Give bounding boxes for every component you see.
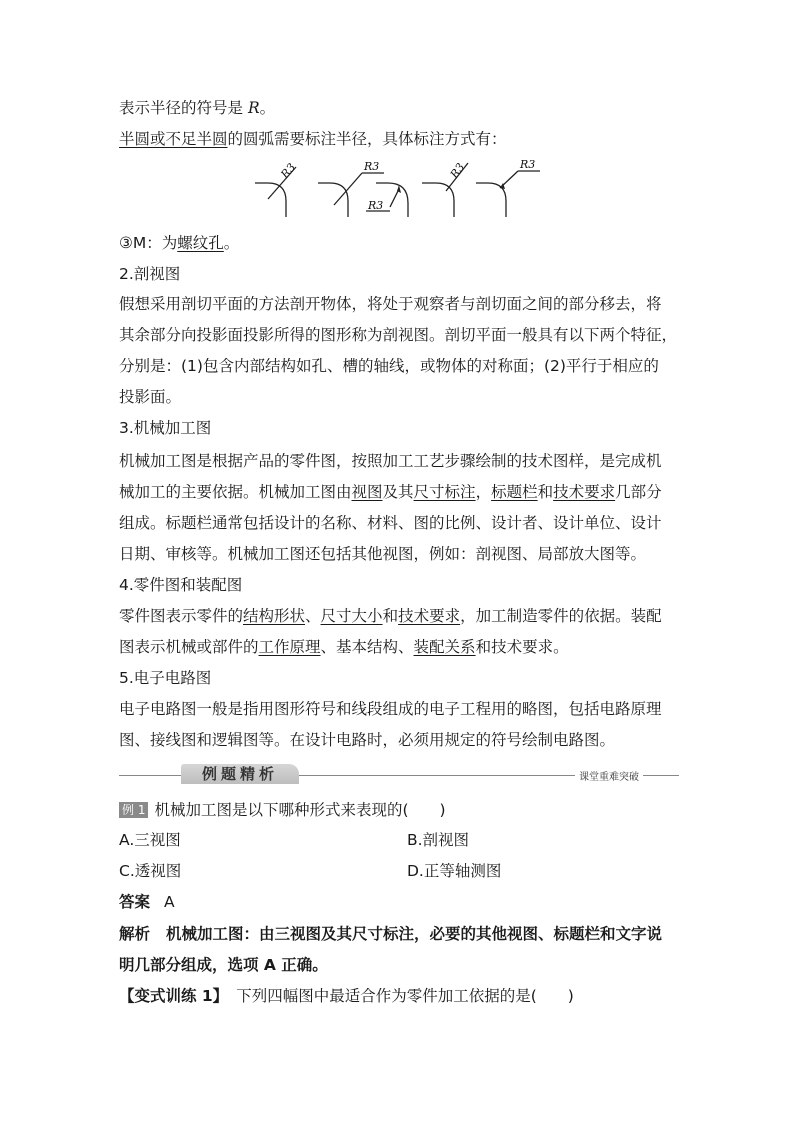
text-line: 电子电路图一般是指用图形符号和线段组成的电子工程用的略图，包括电路原理 [119, 700, 662, 718]
text-line: 假想采用剖切平面的方法剖开物体，将处于观察者与剖切面之间的部分移去，将 [119, 295, 662, 313]
leader-line [390, 191, 398, 207]
text-line: 表示半径的符号是 R。 [119, 99, 276, 117]
variant-question: 【变式训练 1】 下列四幅图中最适合作为零件加工依据的是( ) [119, 987, 574, 1005]
text-line: 分别是：(1)包含内部结构如孔、槽的轴线，或物体的对称面；(2)平行于相应的 [119, 357, 659, 375]
example-question: 例 1 机械加工图是以下哪种形式来表现的( ) [119, 800, 679, 820]
text-line: ③M：为螺纹孔。 [119, 234, 240, 252]
banner-subtitle: 课堂重难突破 [575, 768, 643, 783]
text-line: 其余部分向投影面投影所得的图形称为剖视图。剖切平面一般具有以下两个特征， [119, 326, 678, 344]
section-banner [119, 764, 679, 786]
text-line: 半圆或不足半圆的圆弧需要标注半径，具体标注方式有： [119, 130, 507, 148]
analysis-line: 明几部分组成，选项 A 正确。 [119, 956, 328, 974]
radius-label: R3 [447, 160, 468, 181]
answer-line: 答案 A [119, 893, 175, 911]
text-line: 图、接线图和逻辑图等。在设计电路时，必须用规定的符号绘制电路图。 [119, 731, 616, 749]
section-heading: 2.剖视图 [119, 265, 181, 283]
option-c: C.透视图 [119, 862, 182, 880]
option-d: D.正等轴测图 [407, 862, 502, 880]
option-b: B.剖视图 [407, 831, 470, 849]
radius-label: R3 [520, 158, 536, 171]
radius-label: R3 [364, 160, 380, 173]
text-line: 械加工的主要依据。机械加工图由视图及其尺寸标注，标题栏和技术要求几部分 [119, 483, 662, 501]
section-heading: 4.零件图和装配图 [119, 576, 243, 594]
option-row [119, 830, 679, 850]
radius-label: R3 [368, 199, 384, 212]
text-line: 机械加工图是根据产品的零件图，按照加工工艺步骤绘制的技术图样，是完成机 [119, 452, 662, 470]
radius-label: R3 [278, 160, 299, 181]
text-line: 投影面。 [119, 388, 182, 406]
banner-title: 例题精析 [181, 764, 299, 784]
text-line: 图表示机械或部件的工作原理、基本结构、装配关系和技术要求。 [119, 638, 569, 656]
text-line: 日期、审核等。机械加工图还包括其他视图，例如：剖视图、局部放大图等。 [119, 545, 647, 563]
analysis-line: 解析 机械加工图：由三视图及其尺寸标注，必要的其他视图、标题栏和文字说 [119, 925, 663, 943]
section-heading: 3.机械加工图 [119, 419, 212, 437]
arc-shape [318, 183, 348, 217]
option-row [119, 861, 679, 881]
text-line: 组成。标题栏通常包括设计的名称、材料、图的比例、设计者、设计单位、设计 [119, 514, 662, 532]
arc-shape [422, 183, 454, 217]
option-a: A.三视图 [119, 831, 181, 849]
example-tag: 例 1 [119, 802, 148, 818]
text-line: 零件图表示零件的结构形状、尺寸大小和技术要求，加工制造零件的依据。装配 [119, 607, 662, 625]
section-heading: 5.电子电路图 [119, 669, 212, 687]
arc-shape [255, 183, 286, 217]
radius-dimension-figure [250, 155, 550, 221]
